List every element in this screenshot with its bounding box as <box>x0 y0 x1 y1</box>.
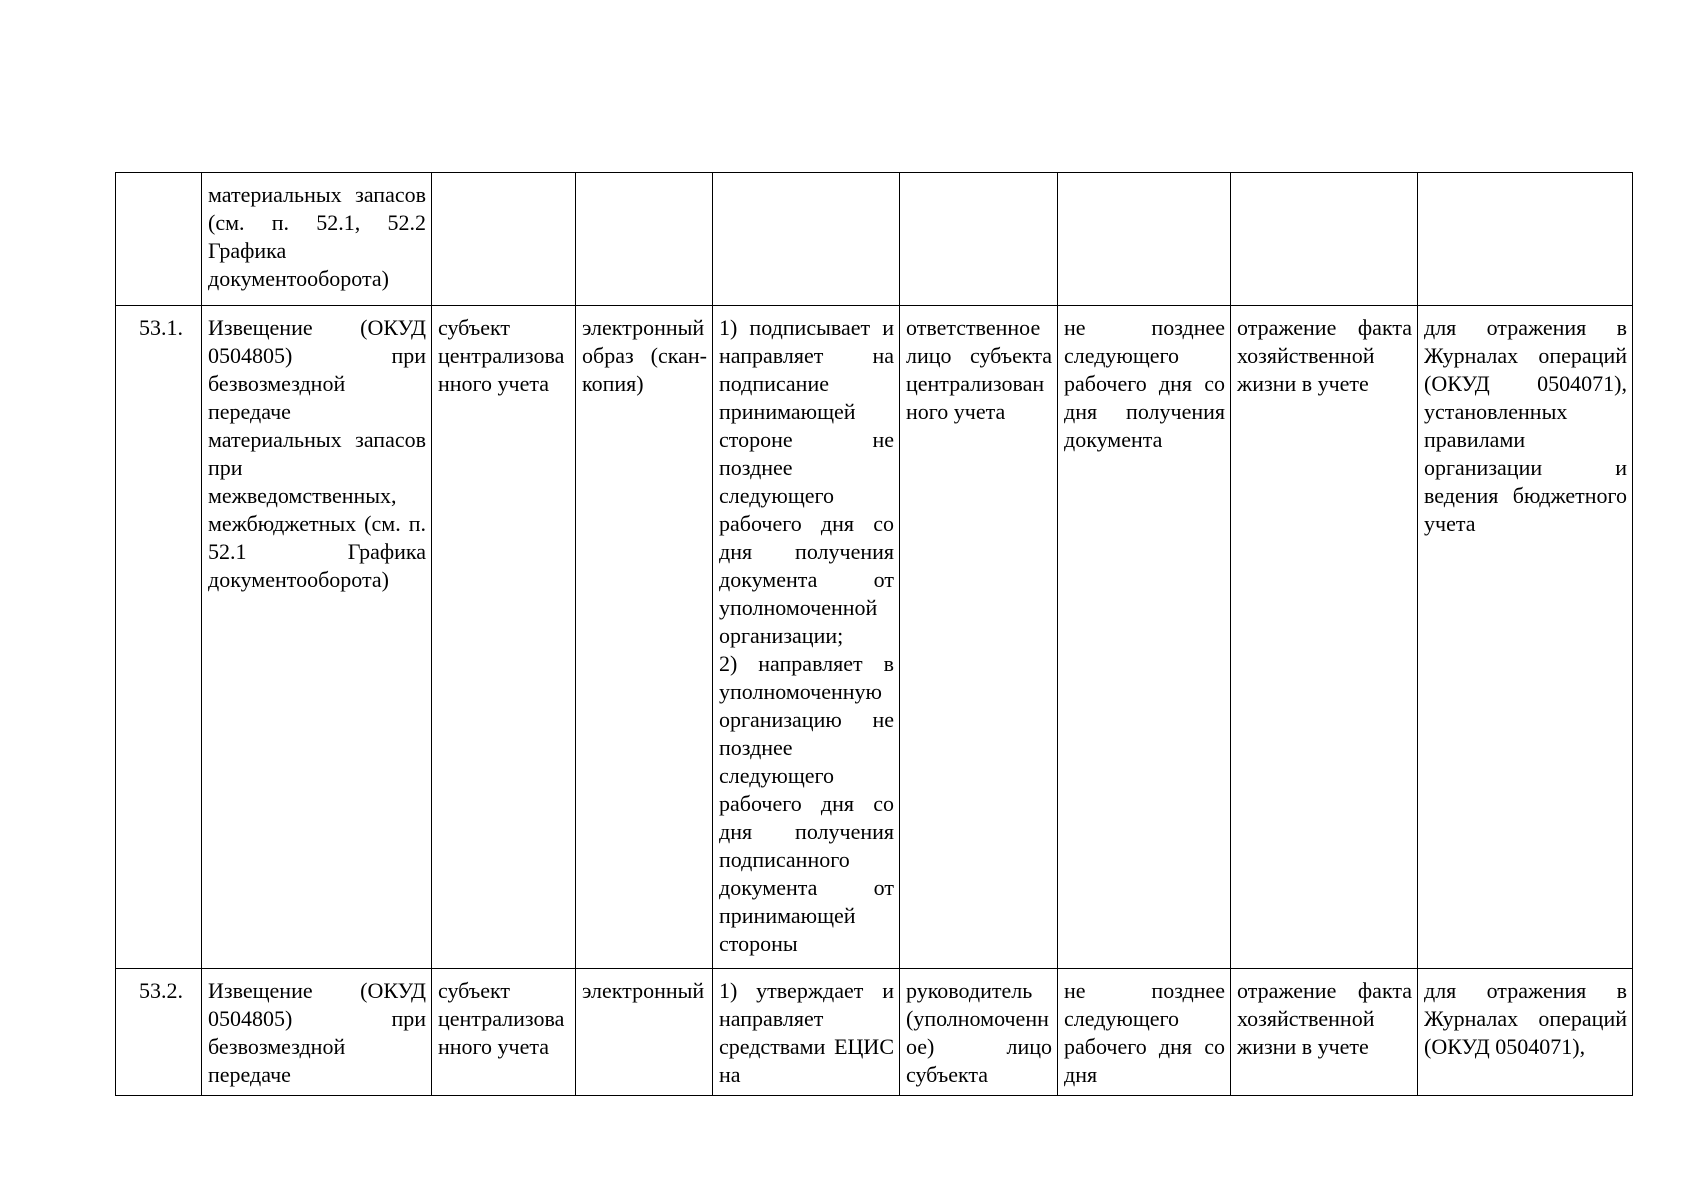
purpose-cell: для отражения в Журналах операций (ОКУД 0504071), установленных правилами организации и ведения бюджетного учета <box>1418 306 1633 969</box>
actions-cell <box>713 173 900 306</box>
row-number-cell: 53.2. <box>116 969 202 1096</box>
responsible-cell <box>900 173 1058 306</box>
deadline-cell: не позднее следующего рабочего дня со дня получения документа <box>1058 306 1231 969</box>
responsible-cell: ответственное лицо субъекта централизованного учета <box>900 306 1058 969</box>
document-name-cell: материальных запасов (см. п. 52.1, 52.2 Графика документооборота) <box>202 173 432 306</box>
row-number-cell <box>116 173 202 306</box>
document-name-cell: Извещение (ОКУД 0504805) при безвозмездной передаче материальных запасов при межведомственных, межбюджетных (см. п. 52.1 Графика документооборота) <box>202 306 432 969</box>
deadline-cell <box>1058 173 1231 306</box>
result-cell: отражение факта хозяйственной жизни в учете <box>1231 969 1418 1096</box>
document-name-cell: Извещение (ОКУД 0504805) при безвозмездной передаче <box>202 969 432 1096</box>
row-number-cell: 53.1. <box>116 306 202 969</box>
table-row <box>116 173 1633 306</box>
form-cell <box>576 173 713 306</box>
action-step-1: 1) подписывает и направляет на подписание принимающей стороне не позднее следующего рабочего дня со дня получения документа от уполномоченной организации; <box>719 315 894 648</box>
form-cell: электронный образ (скан-копия) <box>576 306 713 969</box>
table-row <box>116 969 1633 1096</box>
author-cell: субъект централизованного учета <box>432 969 576 1096</box>
actions-cell <box>713 306 900 969</box>
document-flow-table <box>115 172 1633 1096</box>
action-step-2: 2) направляет в уполномоченную организацию не позднее следующего рабочего дня со дня получения подписанного документа от принимающей стороны <box>719 651 894 956</box>
deadline-cell: не позднее следующего рабочего дня со дня <box>1058 969 1231 1096</box>
form-cell: электронный <box>576 969 713 1096</box>
table-row <box>116 306 1633 969</box>
result-cell: отражение факта хозяйственной жизни в учете <box>1231 306 1418 969</box>
responsible-cell: руководитель (уполномоченное) лицо субъекта <box>900 969 1058 1096</box>
purpose-cell: для отражения в Журналах операций (ОКУД 0504071), <box>1418 969 1633 1096</box>
author-cell <box>432 173 576 306</box>
actions-cell: 1) утверждает и направляет средствами ЕЦИС на <box>713 969 900 1096</box>
author-cell: субъект централизованного учета <box>432 306 576 969</box>
result-cell <box>1231 173 1418 306</box>
purpose-cell <box>1418 173 1633 306</box>
